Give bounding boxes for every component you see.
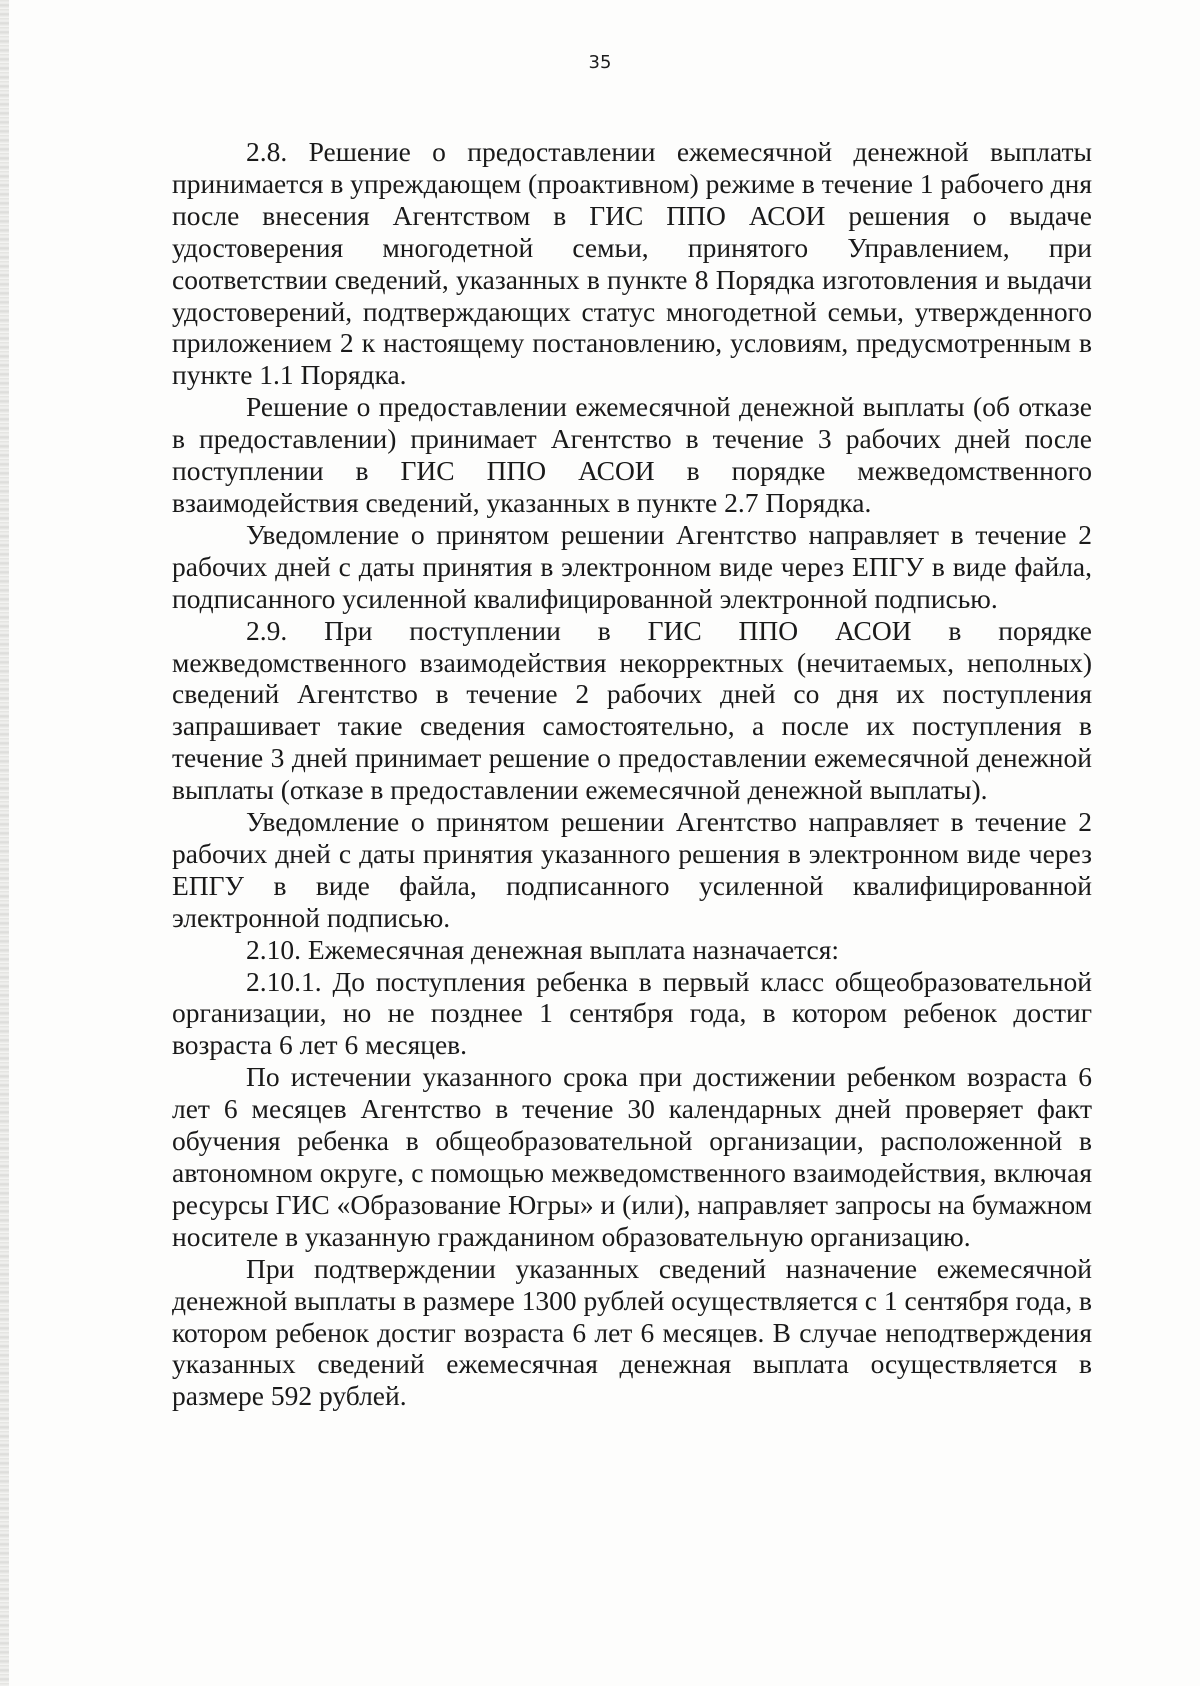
page-number: 35 <box>588 52 612 73</box>
paragraph-decision-refusal: Решение о предоставлении ежемесячной денежной выплаты (об отказе в предоставлении) принимает Агентство в течение 3 рабочих дней после поступлении в ГИС ППО АСОИ в порядке межведомственного взаимодействия сведений, указанных в пункте 2.7 Порядка. <box>172 391 1092 518</box>
paragraph-2-10-1: 2.10.1. До поступления ребенка в первый класс общеобразовательной организации, но не позднее 1 сентября года, в котором ребенок достиг возраста 6 лет 6 месяцев. <box>172 965 1092 1061</box>
scan-edge-artifact <box>0 0 9 1686</box>
paragraph-payment-amount: При подтверждении указанных сведений назначение ежемесячной денежной выплаты в размере 1300 рублей осуществляется с 1 сентября года, в котором ребенок достиг возраста 6 лет 6 месяцев. В случае неподтверждения указанных сведений ежемесячная денежная выплата осуществляется в размере 592 рублей. <box>172 1252 1092 1412</box>
document-body <box>172 136 1092 1412</box>
paragraph-notification-1: Уведомление о принятом решении Агентство направляет в течение 2 рабочих дней с даты принятия в электронном виде через ЕПГУ в виде файла, подписанного усиленной квалифицированной электронной подписью. <box>172 518 1092 614</box>
paragraph-2-9: 2.9. При поступлении в ГИС ППО АСОИ в порядке межведомственного взаимодействия некорректных (нечитаемых, неполных) сведений Агентство в течение 2 рабочих дней со дня их поступления запрашивает такие сведения самостоятельно, а после их поступления в течение 3 дней принимает решение о предоставлении ежемесячной денежной выплаты (отказе в предоставлении ежемесячной денежной выплаты). <box>172 614 1092 806</box>
paragraph-age-check: По истечении указанного срока при достижении ребенком возраста 6 лет 6 месяцев Агентство в течение 30 календарных дней проверяет факт обучения ребенка в общеобразовательной организации, расположенной в автономном округе, с помощью межведомственного взаимодействия, включая ресурсы ГИС «Образование Югры» и (или), направляет запросы на бумажном носителе в указанную гражданином образовательную организацию. <box>172 1061 1092 1252</box>
paragraph-notification-2: Уведомление о принятом решении Агентство направляет в течение 2 рабочих дней с даты принятия указанного решения в электронном виде через ЕПГУ в виде файла, подписанного усиленной квалифицированной электронной подписью. <box>172 806 1092 933</box>
paragraph-2-8: 2.8. Решение о предоставлении ежемесячной денежной выплаты принимается в упреждающем (проактивном) режиме в течение 1 рабочего дня после внесения Агентством в ГИС ППО АСОИ решения о выдаче удостоверения многодетной семьи, принятого Управлением, при соответствии сведений, указанных в пункте 8 Порядка изготовления и выдачи удостоверений, подтверждающих статус многодетной семьи, утвержденного приложением 2 к настоящему постановлению, условиям, предусмотренным в пункте 1.1 Порядка. <box>172 136 1093 391</box>
paragraph-2-10: 2.10. Ежемесячная денежная выплата назначается: <box>246 933 840 965</box>
